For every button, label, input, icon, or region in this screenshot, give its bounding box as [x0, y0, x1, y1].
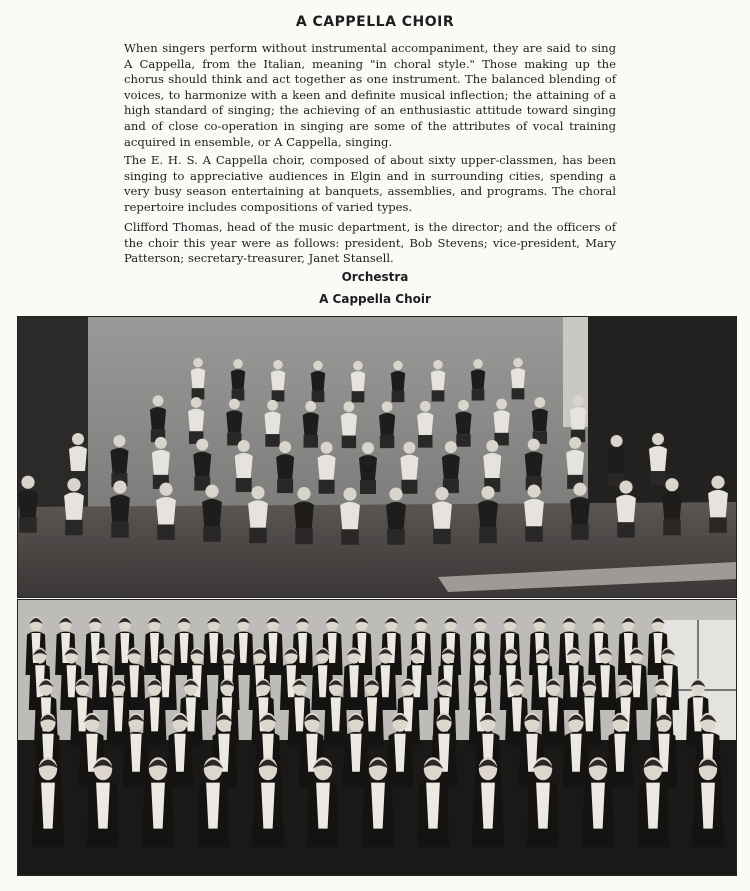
paragraph-intro: When singers perform without instrumental accompaniment, they are said to sing A Cappella, from the Italian, meaning "in choral style." Those making up the chorus should think and act together as one instrument. The balanced blending of voices, to harmonize with a keen and definite musical inflection; the attaining of a high standard of singing; the achieving of an enthusiastic attitude toward singing and of close co-operation in singing are some of the attributes of vocal training acquired in ensemble, or A Cappella, singing. — [124, 41, 616, 149]
choir-photo — [17, 599, 737, 876]
caption-choir: A Cappella Choir — [319, 292, 431, 306]
orchestra-photo — [17, 316, 737, 598]
caption-orchestra: Orchestra — [341, 270, 409, 284]
orchestra-photo-illustration — [18, 317, 736, 597]
page-title: A CAPPELLA CHOIR — [295, 14, 455, 30]
paragraph-officers: Clifford Thomas, head of the music department, is the director; and the officers of the choir this year were as follows: president, Bob Stevens; vice-president, Mary Patterson; secretary-treasurer, Janet Stansell. — [124, 220, 616, 266]
choir-photo-illustration — [18, 600, 736, 875]
paragraph-choir-description: The E. H. S. A Cappella choir, composed of about sixty upper-classmen, has been singing to appreciative audiences in Elgin and in surrounding cities, spending a very busy season entertaining at banquets, assemblies, and programs. The choral repertoire includes compositions of varied types. — [124, 153, 616, 214]
